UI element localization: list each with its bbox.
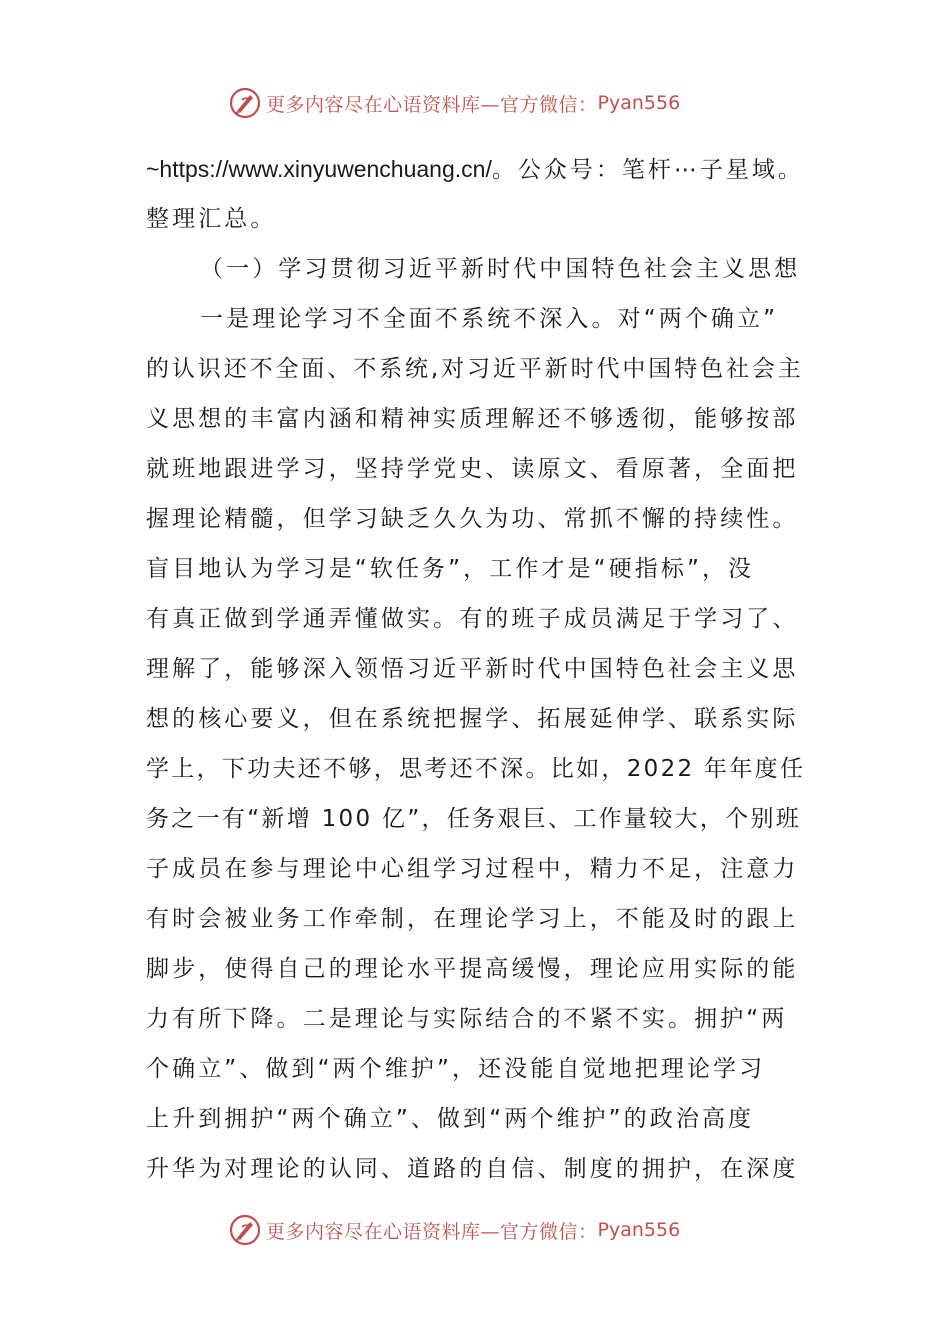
- footer-banner-text: 更多内容尽在心语资料库—官方微信：: [266, 1220, 598, 1243]
- body-line: 的认识还不全面、不系统,对习近平新时代中国特色社会主: [146, 356, 804, 382]
- header-banner-text: 更多内容尽在心语资料库—官方微信：: [266, 93, 598, 116]
- body-line: 上升到拥护“两个确立”、做到“两个维护”的政治高度: [146, 1106, 755, 1132]
- footer-banner: [228, 1210, 728, 1250]
- body-line: 学上，下功夫还不够，思考还不深。比如，2022 年年度任: [146, 756, 806, 782]
- body-line: 子成员在参与理论中心组学习过程中，精力不足，注意力: [146, 856, 799, 882]
- body-line: 想的核心要义，但在系统把握学、拓展延伸学、联系实际: [146, 706, 799, 732]
- body-line: 整理汇总。: [146, 206, 277, 232]
- body-line: 盲目地认为学习是“软任务”，工作才是“硬指标”，没: [146, 556, 755, 582]
- body-line: 有时会被业务工作牵制，在理论学习上，不能及时的跟上: [146, 906, 799, 932]
- footer-banner-handle: Pyan556: [597, 1219, 681, 1241]
- header-banner: [228, 83, 728, 123]
- body-line-url: [146, 154, 804, 185]
- body-line: 一是理论学习不全面不系统不深入。对“两个确立”: [200, 306, 779, 332]
- pen-logo-icon: [228, 1213, 262, 1247]
- body-line: 力有所下降。二是理论与实际结合的不紧不实。拥护“两: [146, 1006, 788, 1032]
- body-line: 就班地跟进学习，坚持学党史、读原文、看原著，全面把: [146, 456, 799, 482]
- body-line: 义思想的丰富内涵和精神实质理解还不够透彻，能够按部: [146, 406, 799, 432]
- body-line: 个确立”、做到“两个维护”，还没能自觉地把理论学习: [146, 1056, 766, 1082]
- body-line: 理解了，能够深入领悟习近平新时代中国特色社会主义思: [146, 656, 799, 682]
- body-line: 脚步，使得自己的理论水平提高缓慢，理论应用实际的能: [146, 956, 799, 982]
- body-line: 务之一有“新增 100 亿”，任务艰巨、工作量较大，个别班: [146, 806, 802, 832]
- body-line: 有真正做到学通弄懂做实。有的班子成员满足于学习了、: [146, 606, 799, 632]
- body-line-url-rest: 。公众号：笔杆⋯子星域。: [491, 157, 804, 183]
- body-line: 握理论精髓，但学习缺乏久久为功、常抓不懈的持续性。: [146, 506, 799, 532]
- pen-logo-icon: [228, 86, 262, 120]
- section-heading: （一）学习贯彻习近平新时代中国特色社会主义思想: [200, 256, 801, 282]
- header-banner-handle: Pyan556: [597, 92, 681, 114]
- website-link[interactable]: ~https://www.xinyuwenchuang.cn/: [146, 156, 492, 182]
- body-line: 升华为对理论的认同、道路的自信、制度的拥护，在深度: [146, 1156, 799, 1182]
